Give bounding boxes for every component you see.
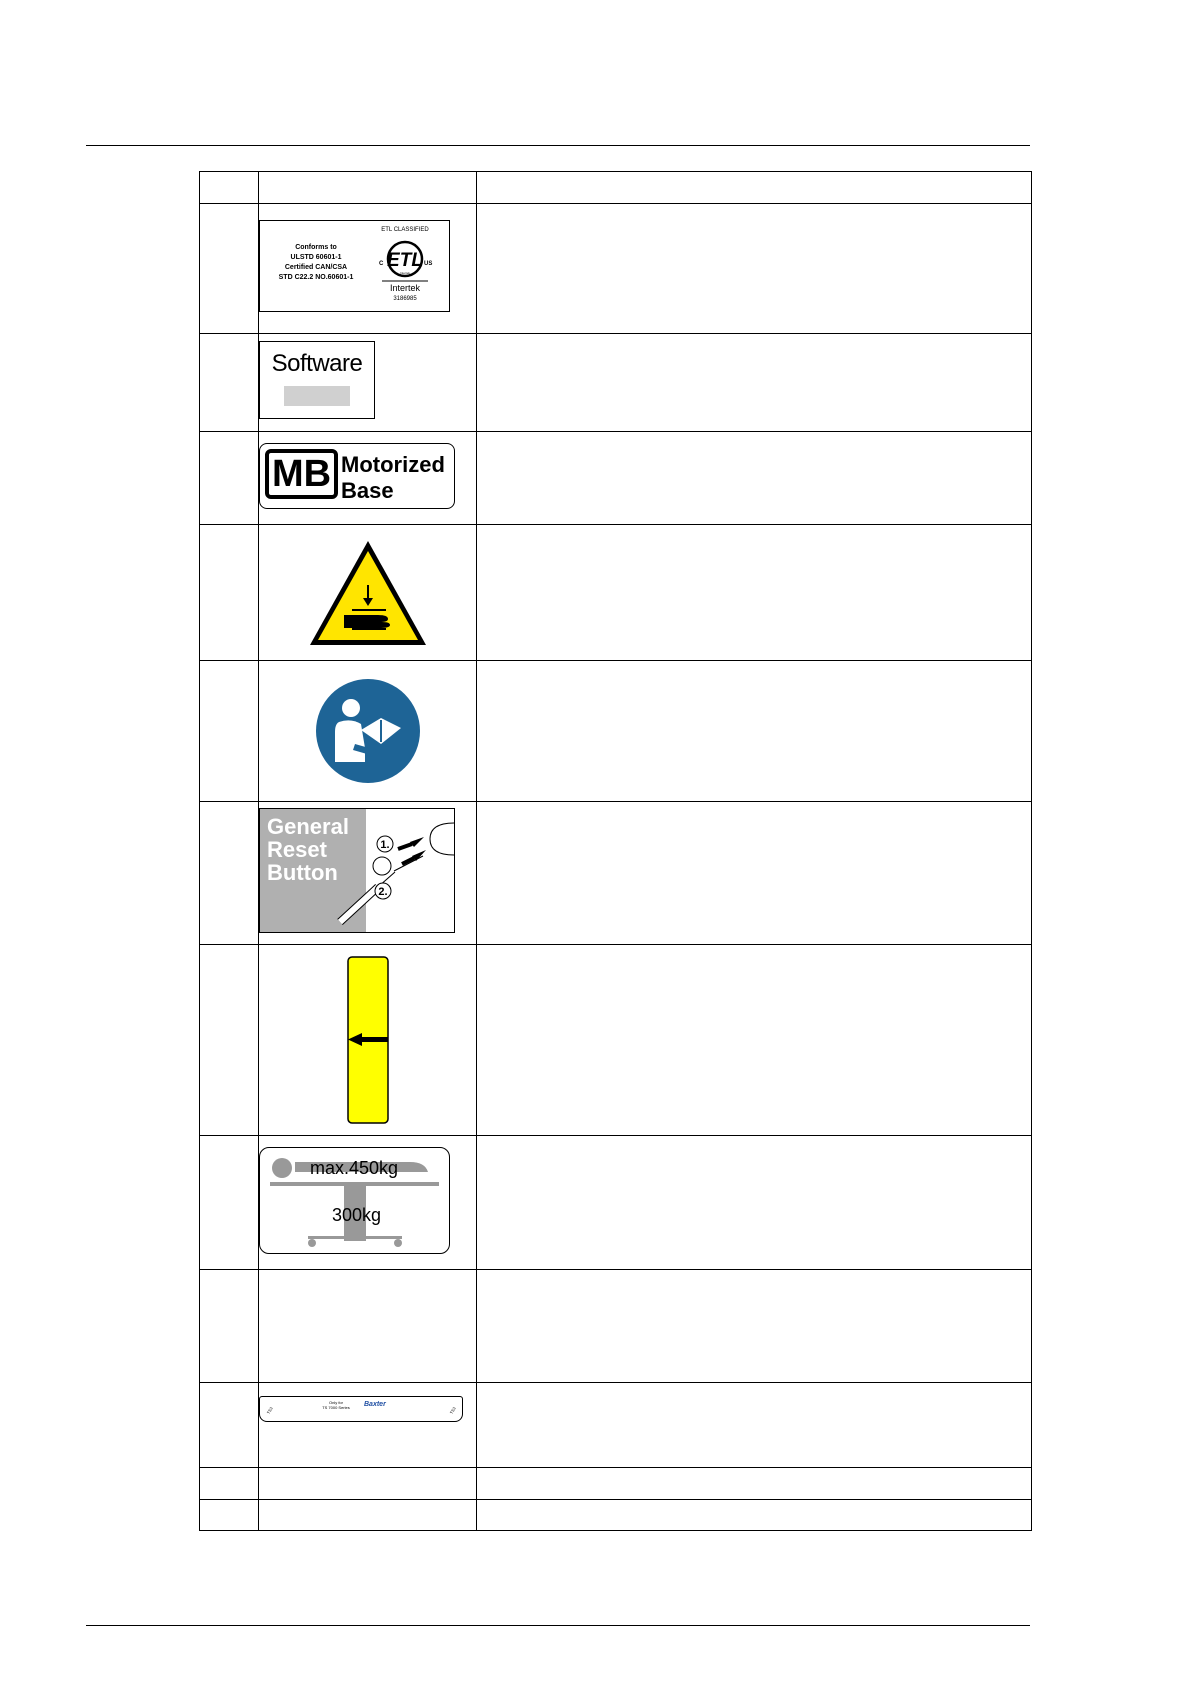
table-row	[200, 1500, 1032, 1531]
header-cell-2	[259, 172, 477, 204]
read-manual-icon	[315, 678, 421, 784]
svg-text:Intertek: Intertek	[399, 271, 411, 275]
certification-number: 3186985	[393, 296, 417, 302]
table-row	[200, 802, 1032, 945]
table-row	[200, 1468, 1032, 1500]
motorized-base-label: MB Motorized Base	[259, 443, 455, 509]
hand-crush-warning-icon	[306, 537, 430, 649]
max-load-label: max.450kg 300kg	[259, 1147, 450, 1254]
reset-pin-icon	[260, 809, 454, 932]
software-label: Software	[259, 341, 375, 419]
table-row	[200, 334, 1032, 432]
mb-badge: MB	[265, 449, 338, 499]
svg-text:C: C	[379, 261, 384, 267]
svg-text:2.: 2.	[378, 886, 388, 898]
baxter-logo: Baxter	[364, 1401, 386, 1408]
table-row	[200, 1136, 1032, 1270]
baxter-strip-label: TS3 Only for TS 7000 Series Baxter TS3	[259, 1396, 463, 1422]
table-row	[200, 432, 1032, 525]
etl-mark-icon	[370, 235, 440, 283]
table-row	[200, 661, 1032, 802]
etl-heading: ETL CLASSIFIED	[381, 227, 429, 233]
header-cell-3	[477, 172, 1032, 204]
svg-text:US: US	[424, 261, 433, 267]
certification-label: Conforms to ULSTD 60601-1 Certified CAN/CSA STD C22.2 NO.60601-1 ETL CLASSIFIED ETL C US Intertek Intertek 3186985	[259, 220, 450, 312]
svg-text:ETL: ETL	[387, 250, 423, 271]
table-row	[200, 525, 1032, 661]
labels-table	[199, 171, 1032, 1531]
table-row	[200, 1383, 1032, 1468]
arrow-left-label-icon	[346, 956, 390, 1124]
header-rule	[86, 145, 1030, 146]
table-row	[200, 945, 1032, 1136]
general-reset-label: General Reset Button 1. 2.	[259, 808, 455, 933]
footer-rule	[86, 1625, 1030, 1626]
header-cell-1	[200, 172, 259, 204]
table-header-row	[200, 172, 1032, 204]
table-row	[200, 204, 1032, 334]
software-version-field	[284, 386, 350, 406]
svg-text:1.: 1.	[380, 839, 390, 851]
intertek-text: Intertek	[389, 283, 420, 293]
table-row	[200, 1270, 1032, 1383]
